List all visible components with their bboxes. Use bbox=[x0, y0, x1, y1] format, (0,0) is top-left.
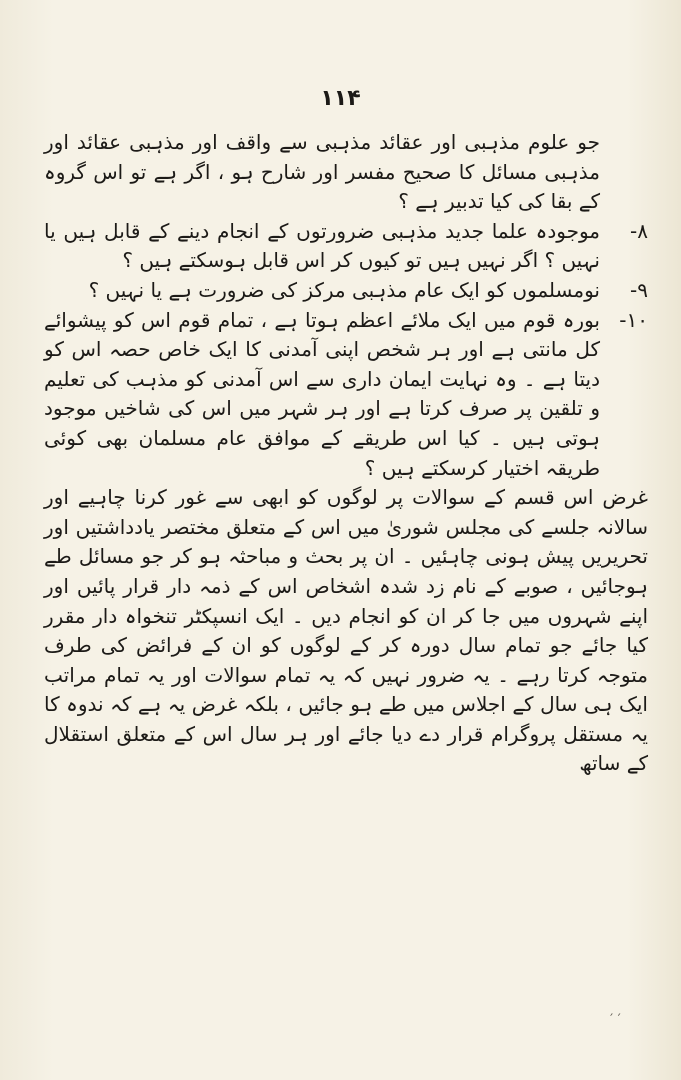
list-item-text: بورہ قوم میں ایک ملائے اعظم ہوتا ہے ، تمام قوم اس کو پیشوائے کل مانتی ہے اور ہر شخص اپنی آمدنی کا ایک خاص حصہ اس کو دیتا ہے ۔ وہ نہایت ایمان داری سے اس آمدنی کو مذہب کی تعلیم و تلقین پر صرف کرتا ہے اور ہر شہر میں اس کی شاخیں موجود ہوتی ہیں ۔ کیا اس طریقے کے موافق عام مسلمان بھی کوئی طریقہ اختیار کرسکتے ہیں ؟ bbox=[44, 307, 600, 480]
page-text bbox=[44, 128, 648, 779]
list-item-8 bbox=[44, 217, 648, 276]
list-item-text: نومسلموں کو ایک عام مذہبی مرکز کی ضرورت ہے یا نہیں ؟ bbox=[88, 277, 600, 302]
list-item-text: موجودہ علما جدید مذہبی ضرورتوں کے انجام دینے کے قابل ہیں یا نہیں ؟ اگر نہیں ہیں تو کیوں کر اس قابل ہوسکتے ہیں ؟ bbox=[44, 218, 600, 273]
list-item-number: ۹- bbox=[630, 277, 648, 302]
list-item-9 bbox=[44, 276, 648, 306]
list-item-number: ۸- bbox=[630, 218, 648, 243]
conclusion-paragraph: غرض اس قسم کے سوالات پر لوگوں کو ابھی سے غور کرنا چاہیے اور سالانہ جلسے کی مجلس شوریٰ میں اس کے متعلق مختصر یادداشتیں اور تحریریں پیش ہونی چاہئیں ۔ ان پر بحث و مباحثہ ہو کر جو مسائل طے ہوجائیں ، صوبے کے نام زد شدہ اشخاص اس کے ذمہ دار قرار پائیں اور اپنے شہروں میں جا کر ان کو انجام دیں ۔ ایک انسپکٹر تنخواہ دار مقرر کیا جائے جو تمام سال دورہ کر کے لوگوں کو ان کے فرائض کی طرف متوجہ کرتا رہے ۔ یہ ضرور نہیں کہ یہ تمام سوالات اور یہ تمام مراتب ایک ہی سال کے اجلاس میں طے ہو جائیں ، بلکہ غرض یہ ہے کہ ندوہ کا یہ مستقل پروگرام قرار دے دیا جائے اور ہر سال اس کے متعلق استقلال کے ساتھ bbox=[44, 485, 648, 776]
page-mark: ′ ′ bbox=[610, 1012, 621, 1028]
list-item-number: ۱۰- bbox=[619, 307, 648, 332]
page-number: ۱۱۴ bbox=[320, 86, 361, 111]
list-item-10 bbox=[44, 306, 648, 484]
intro-paragraph: جو علوم مذہبی اور عقائد مذہبی سے واقف اور مذہبی عقائد اور مذہبی مسائل کا صحیح مفسر اور شارح ہو ، اگر ہے تو اس گروہ کے بقا کی کیا تدبیر ہے ؟ bbox=[44, 130, 600, 214]
